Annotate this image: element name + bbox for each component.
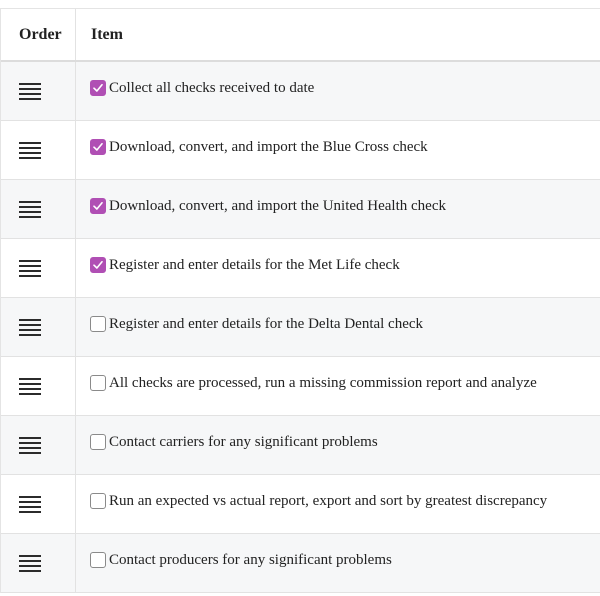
item-cell — [76, 416, 600, 474]
checkmark-icon — [93, 142, 103, 152]
item-cell — [76, 357, 600, 415]
drag-handle-icon[interactable] — [19, 378, 41, 395]
table-header — [1, 9, 600, 62]
item-cell — [76, 475, 600, 533]
checklist-item[interactable] — [90, 551, 392, 569]
checkmark-icon — [93, 83, 103, 93]
table-row — [1, 357, 600, 416]
order-cell — [1, 416, 76, 474]
table-row — [1, 62, 600, 121]
checkbox-checked[interactable] — [90, 80, 106, 96]
item-cell — [76, 180, 600, 238]
drag-handle-icon[interactable] — [19, 319, 41, 336]
checklist-item-label: Contact producers for any significant problems — [109, 552, 392, 568]
checkbox-unchecked[interactable] — [90, 434, 106, 450]
order-cell — [1, 298, 76, 356]
drag-handle-icon[interactable] — [19, 437, 41, 454]
drag-handle-icon[interactable] — [19, 142, 41, 159]
checklist-table — [0, 8, 600, 593]
order-cell — [1, 475, 76, 533]
order-cell — [1, 180, 76, 238]
checklist-item[interactable] — [90, 79, 314, 97]
table-row — [1, 239, 600, 298]
item-cell — [76, 298, 600, 356]
order-cell — [1, 357, 76, 415]
checkbox-unchecked[interactable] — [90, 316, 106, 332]
table-row — [1, 180, 600, 239]
checklist-item[interactable] — [90, 138, 428, 156]
checklist-item[interactable] — [90, 197, 446, 215]
order-cell — [1, 121, 76, 179]
checklist-item-label: Collect all checks received to date — [109, 80, 315, 96]
table-row — [1, 534, 600, 593]
order-header-label: Order — [19, 26, 62, 43]
table-row — [1, 121, 600, 180]
checkbox-unchecked[interactable] — [90, 375, 106, 391]
table-body — [1, 62, 600, 593]
checklist-item-label: All checks are processed, run a missing commission report and analyze — [109, 375, 537, 391]
order-cell — [1, 62, 76, 120]
checkmark-icon — [93, 260, 103, 270]
table-row — [1, 416, 600, 475]
checkbox-checked[interactable] — [90, 139, 106, 155]
checklist-item-label: Run an expected vs actual report, export and sort by greatest discrepancy — [109, 493, 548, 509]
item-column-header — [76, 9, 600, 60]
drag-handle-icon[interactable] — [19, 201, 41, 218]
checklist-item-label: Download, convert, and import the Blue Cross check — [109, 139, 428, 155]
checklist-item-label: Register and enter details for the Met Life check — [109, 257, 400, 273]
drag-handle-icon[interactable] — [19, 83, 41, 100]
table-row — [1, 475, 600, 534]
checklist-item[interactable] — [90, 492, 547, 510]
checklist-item[interactable] — [90, 256, 400, 274]
order-column-header — [1, 9, 76, 60]
checklist-item[interactable] — [90, 374, 537, 392]
item-cell — [76, 121, 600, 179]
item-cell — [76, 62, 600, 120]
checkbox-checked[interactable] — [90, 198, 106, 214]
item-cell — [76, 534, 600, 592]
drag-handle-icon[interactable] — [19, 260, 41, 277]
order-cell — [1, 534, 76, 592]
checkbox-unchecked[interactable] — [90, 552, 106, 568]
drag-handle-icon[interactable] — [19, 496, 41, 513]
drag-handle-icon[interactable] — [19, 555, 41, 572]
checklist-item-label: Register and enter details for the Delta Dental check — [109, 316, 424, 332]
checkbox-unchecked[interactable] — [90, 493, 106, 509]
table-row — [1, 298, 600, 357]
checkmark-icon — [93, 201, 103, 211]
item-cell — [76, 239, 600, 297]
checklist-item[interactable] — [90, 433, 378, 451]
checklist-item-label: Contact carriers for any significant problems — [109, 434, 378, 450]
checklist-item[interactable] — [90, 315, 423, 333]
order-cell — [1, 239, 76, 297]
checklist-item-label: Download, convert, and import the United Health check — [109, 198, 446, 214]
checkbox-checked[interactable] — [90, 257, 106, 273]
item-header-label: Item — [91, 26, 123, 43]
